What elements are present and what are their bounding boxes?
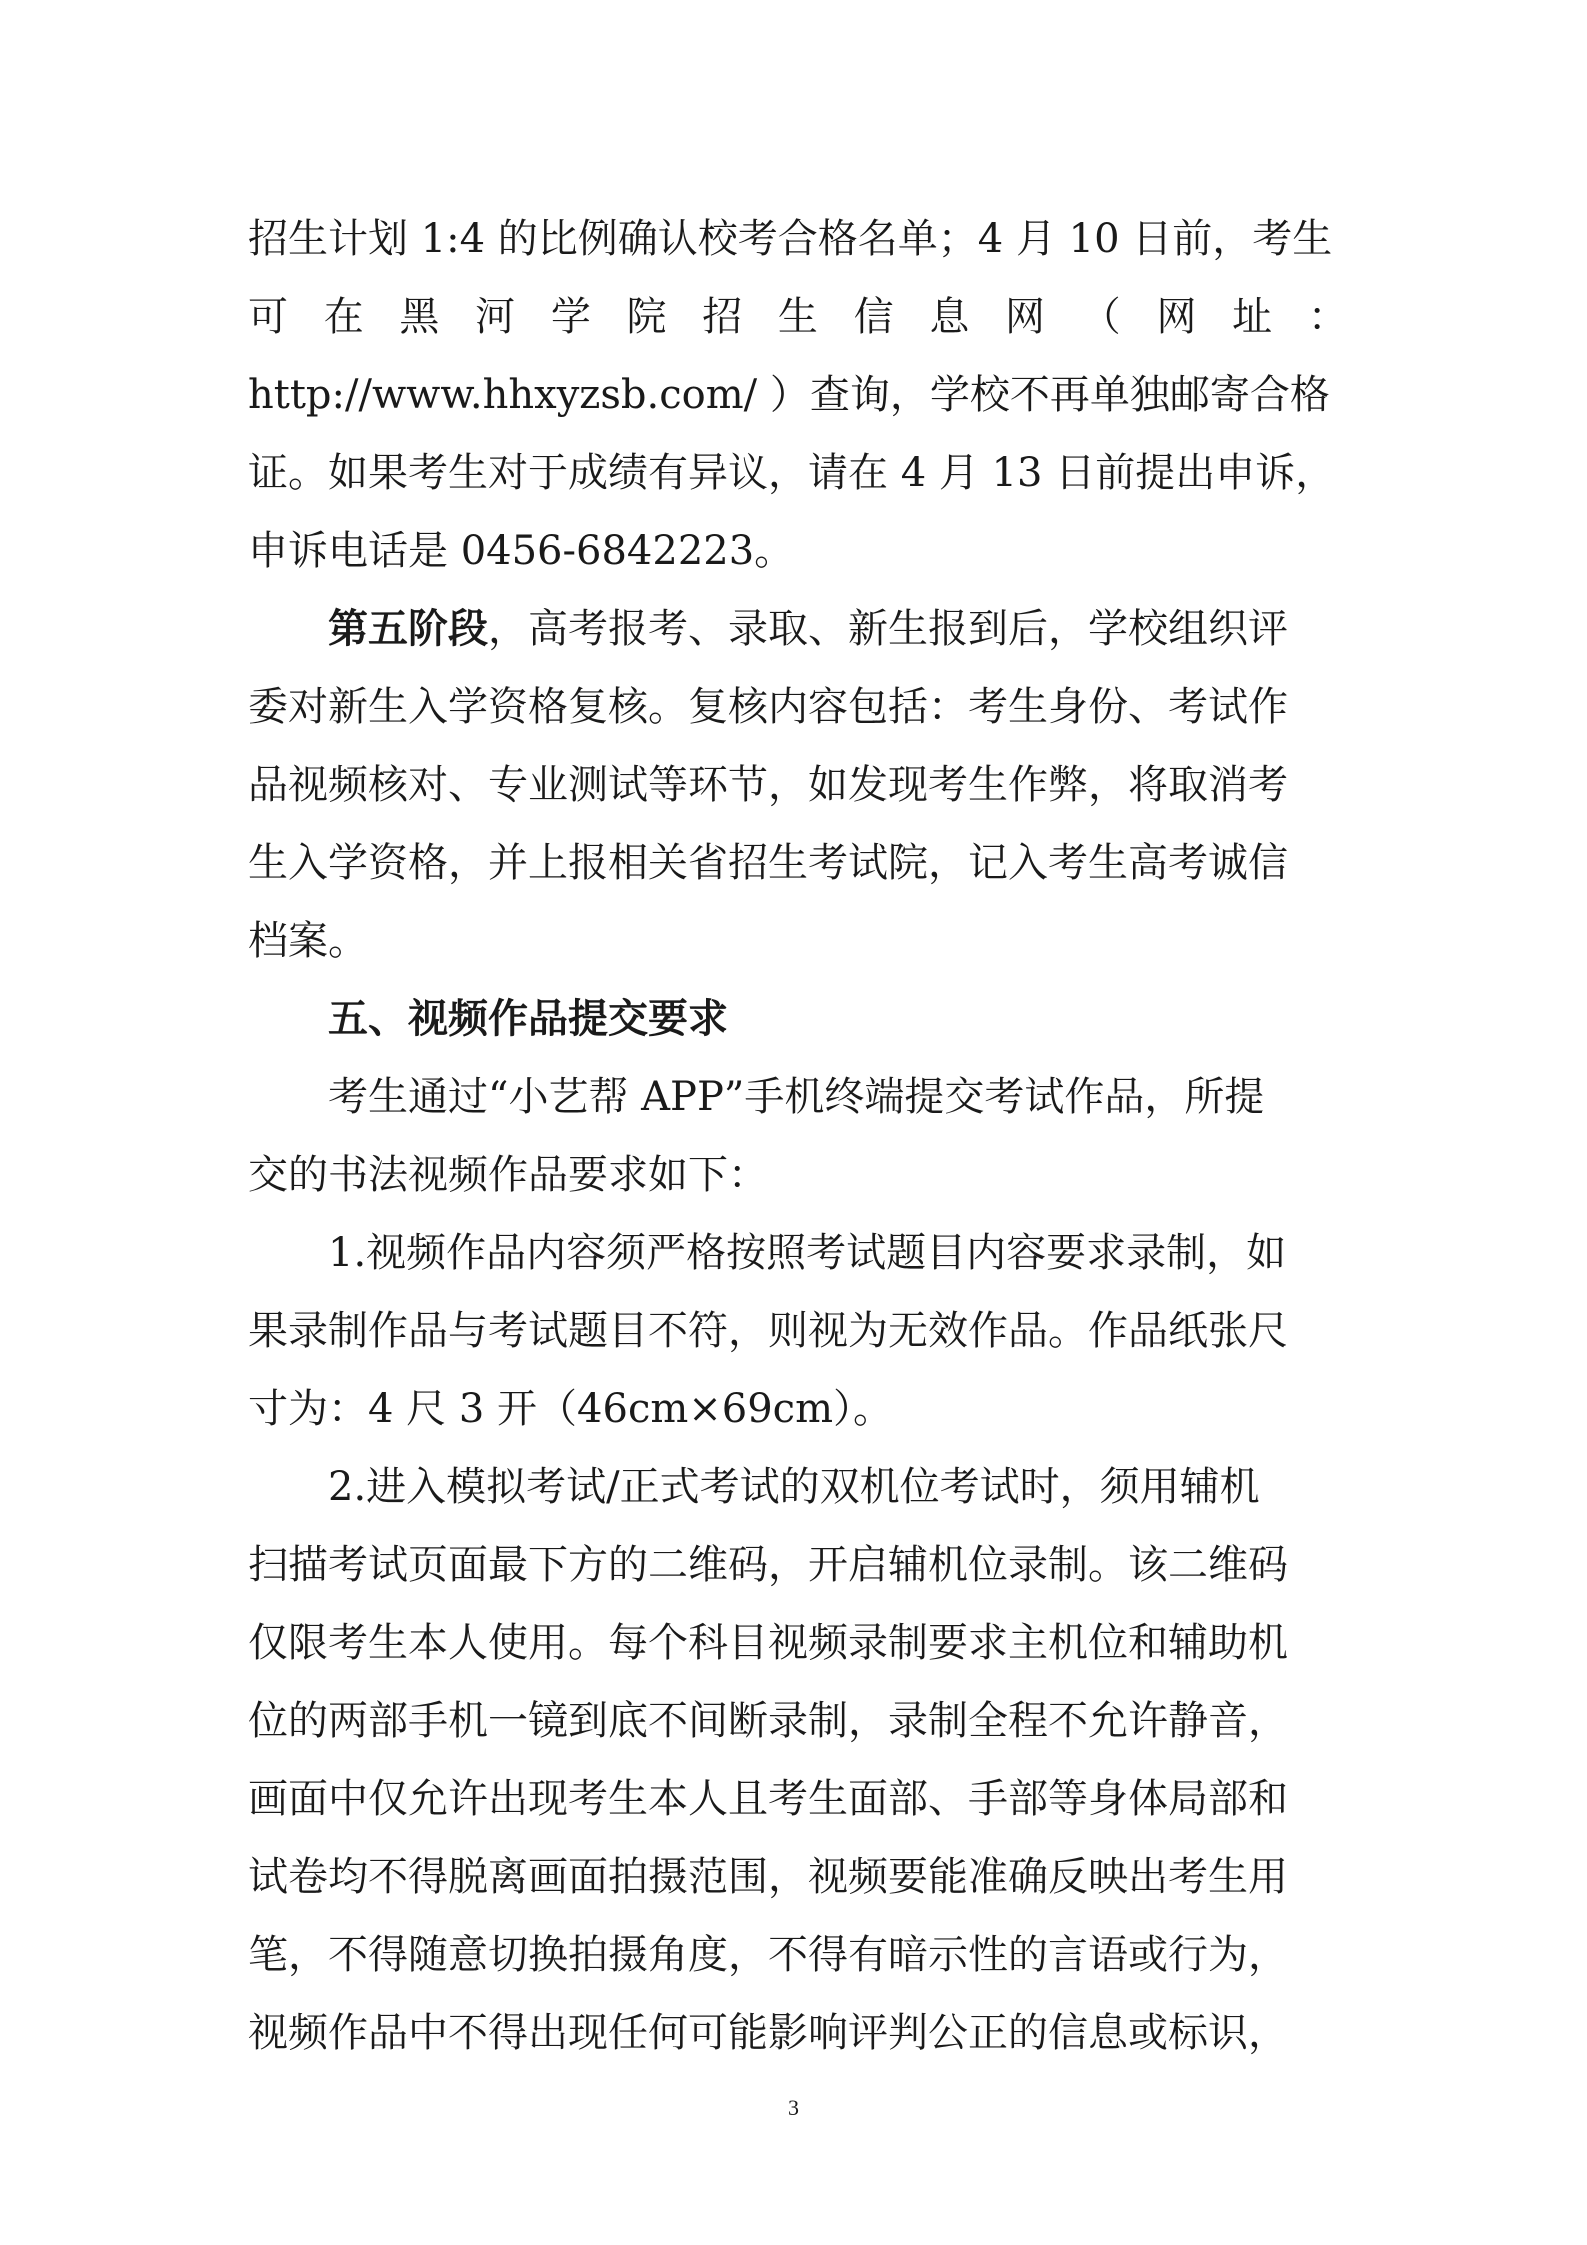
text-line: 生入学资格，并上报相关省招生考试院，记入考生高考诚信 bbox=[248, 840, 1288, 886]
text-line: 交的书法视频作品要求如下： bbox=[248, 1152, 768, 1198]
spaced-char: 可 bbox=[248, 294, 288, 340]
spaced-char: 息 bbox=[929, 294, 970, 340]
text-line: 试卷均不得脱离画面拍摄范围，视频要能准确反映出考生用 bbox=[248, 1854, 1288, 1900]
text-line: 品视频核对、专业测试等环节，如发现考生作弊，将取消考 bbox=[248, 762, 1288, 808]
section-heading: 五、视频作品提交要求 bbox=[328, 996, 728, 1042]
text-line: 寸为：4 尺 3 开（46cm×69cm）。 bbox=[248, 1386, 894, 1432]
stage5-first-line-text: ，高考报考、录取、新生报到后，学校组织评 bbox=[488, 606, 1288, 652]
list-item-first-line: 2.进入模拟考试/正式考试的双机位考试时，须用辅机 bbox=[328, 1464, 1260, 1510]
spaced-char: 院 bbox=[626, 294, 667, 340]
spaced-char: 生 bbox=[777, 294, 818, 340]
text-line: http://www.hhxyzsb.com/ ）查询，学校不再单独邮寄合格 bbox=[248, 372, 1330, 418]
text-line: 扫描考试页面最下方的二维码，开启辅机位录制。该二维码 bbox=[248, 1542, 1288, 1588]
text-line: 位的两部手机一镜到底不间断录制，录制全程不允许静音， bbox=[248, 1698, 1288, 1744]
page-number: 3 bbox=[788, 2095, 799, 2120]
spaced-char: （ bbox=[1080, 294, 1121, 340]
text-line: 招生计划 1:4 的比例确认校考合格名单；4 月 10 日前，考生 bbox=[248, 216, 1333, 262]
text-line: 果录制作品与考试题目不符，则视为无效作品。作品纸张尺 bbox=[248, 1308, 1288, 1354]
stage5-label: 第五阶段 bbox=[328, 605, 488, 652]
spaced-char: 招 bbox=[702, 294, 743, 340]
text-line: 仅限考生本人使用。每个科目视频录制要求主机位和辅助机 bbox=[248, 1620, 1288, 1666]
spaced-char: 网 bbox=[1005, 294, 1046, 340]
spaced-char: 黑 bbox=[399, 294, 440, 340]
text-line: 视频作品中不得出现任何可能影响评判公正的信息或标识， bbox=[248, 2010, 1288, 2056]
text-line: 委对新生入学资格复核。复核内容包括：考生身份、考试作 bbox=[248, 684, 1288, 730]
spaced-char: 网 bbox=[1156, 294, 1197, 340]
text-line: 证。如果考生对于成绩有异议，请在 4 月 13 日前提出申诉， bbox=[248, 450, 1336, 496]
text-line: 画面中仅允许出现考生本人且考生面部、手部等身体局部和 bbox=[248, 1776, 1288, 1822]
spaced-char: 河 bbox=[475, 294, 516, 340]
spaced-char: 在 bbox=[323, 294, 364, 340]
list-item-first-line: 1.视频作品内容须严格按照考试题目内容要求录制，如 bbox=[328, 1230, 1287, 1276]
text-line: 档案。 bbox=[248, 918, 368, 964]
spaced-char: 信 bbox=[853, 294, 894, 340]
stage5-first-line bbox=[328, 603, 1348, 655]
spaced-char: 学 bbox=[550, 294, 591, 340]
spaced-char: ： bbox=[1307, 294, 1348, 340]
text-line: 考生通过“小艺帮 APP”手机终端提交考试作品，所提 bbox=[328, 1074, 1265, 1120]
text-line: 申诉电话是 0456-6842223。 bbox=[248, 528, 795, 574]
spaced-text-line bbox=[248, 291, 1348, 343]
spaced-char: 址 bbox=[1232, 294, 1273, 340]
text-line: 笔，不得随意切换拍摄角度，不得有暗示性的言语或行为， bbox=[248, 1932, 1288, 1978]
